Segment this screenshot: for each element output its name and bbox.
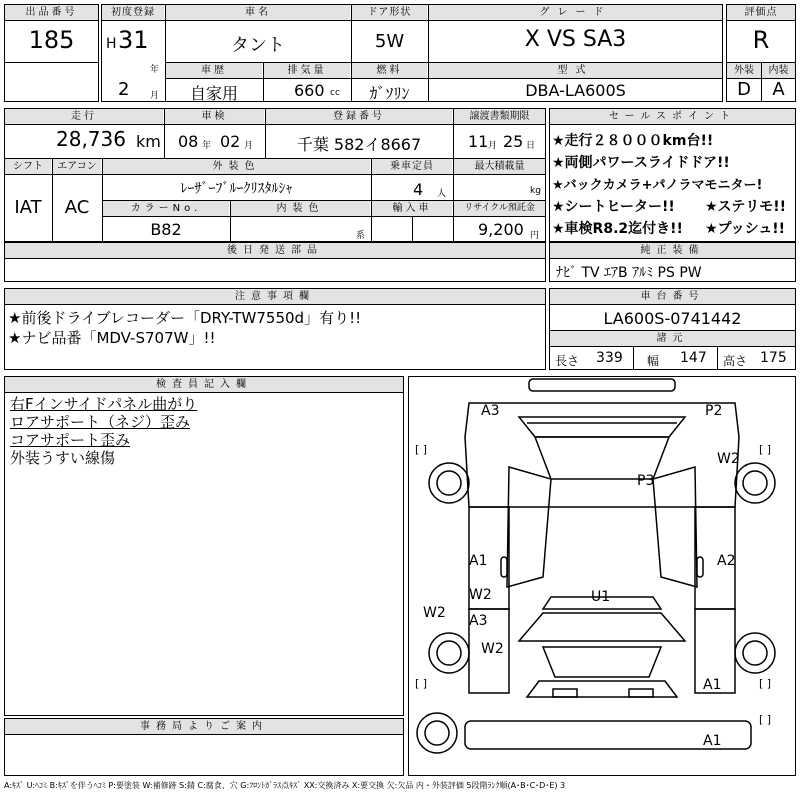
ext-label: 外装 xyxy=(727,63,761,78)
reg-year-unit: 年 xyxy=(150,65,160,75)
length: 339 xyxy=(596,350,623,366)
length-label: 長さ xyxy=(555,354,580,368)
equipment-text: ﾅﾋﾞ TV ｴｱB ｱﾙﾐ PS PW xyxy=(556,265,702,281)
caution-title: 注意事項欄 xyxy=(5,289,545,304)
later-parts-label: 後日発送部品 xyxy=(5,243,545,258)
bracket-5: [ ] xyxy=(759,713,772,726)
lot-number: 185 xyxy=(28,26,75,54)
reg-month: 2 xyxy=(118,79,130,100)
mark-a1-left: A1 xyxy=(469,553,488,569)
reg-month-unit: 月 xyxy=(150,91,160,101)
mark-w2-side: W2 xyxy=(423,605,446,621)
mileage: 28,736 xyxy=(56,127,126,151)
displacement-label: 排気量 xyxy=(264,63,350,78)
fuel: ｶﾞｿﾘﾝ xyxy=(369,84,410,103)
mark-u1: U1 xyxy=(591,589,611,605)
inspector-line-3: コアサポート歪み xyxy=(10,431,131,449)
lot-label: 出品番号 xyxy=(5,5,98,20)
height: 175 xyxy=(760,350,787,366)
fuel-label: 燃料 xyxy=(352,63,427,78)
sales-point-6: ★車検R8.2迄付き!! xyxy=(552,221,683,237)
shift-label: シフト xyxy=(5,159,51,174)
transfer-day-unit: 日 xyxy=(526,141,536,151)
sales-point-4: ★シートヒーター!! xyxy=(552,199,675,215)
score-label: 評価点 xyxy=(727,5,795,20)
office-title: 事務局よりご案内 xyxy=(5,719,403,734)
bracket-2: [ ] xyxy=(759,443,772,456)
height-label: 高さ xyxy=(723,354,748,368)
inspection-year: 08 xyxy=(178,132,199,151)
load-label: 最大積載量 xyxy=(454,159,545,174)
capacity-unit: 人 xyxy=(437,189,447,199)
mark-w2-right: W2 xyxy=(717,451,740,467)
ac-label: エアコン xyxy=(53,159,101,174)
chassis-number: LA600S-0741442 xyxy=(603,309,742,328)
mark-a1-bottom: A1 xyxy=(703,733,722,749)
history-label: 車歴 xyxy=(166,63,262,78)
bracket-3: [ ] xyxy=(415,677,428,690)
score: R xyxy=(752,26,770,54)
color-label: 外装色 xyxy=(103,159,370,174)
transfer-month-unit: 月 xyxy=(488,141,498,151)
displacement: 660 xyxy=(294,81,325,100)
transfer-label: 譲渡書類期限 xyxy=(454,109,545,124)
recycle: 9,200 xyxy=(478,220,524,239)
capacity: 4 xyxy=(413,180,424,199)
sales-point-5: ★ステリモ!! xyxy=(705,199,787,215)
inspection-month-unit: 月 xyxy=(244,141,254,151)
colorno-label: カラーNo. xyxy=(103,201,229,216)
mark-a2-right: A2 xyxy=(717,553,736,569)
inspection-month: 02 xyxy=(220,132,241,151)
inspection-label: 車検 xyxy=(165,109,264,124)
mark-a1-right: A1 xyxy=(703,677,722,693)
mark-w2-left2: W2 xyxy=(481,641,504,657)
plate: 千葉 582イ8667 xyxy=(296,135,422,154)
chassis-title: 車台番号 xyxy=(550,289,795,304)
colorno: B82 xyxy=(150,220,182,239)
load-unit: kg xyxy=(530,186,541,196)
model: DBA-LA600S xyxy=(525,81,626,100)
sales-point-2: ★両側パワースライドドア!! xyxy=(552,155,730,171)
inspector-line-4: 外装うすい線傷 xyxy=(10,449,116,467)
sales-points-title: セールスポイント xyxy=(550,109,795,124)
recycle-unit: 円 xyxy=(530,231,540,241)
grade: X VS SA3 xyxy=(524,27,627,52)
inspection-year-unit: 年 xyxy=(202,141,212,151)
car-damage-diagram xyxy=(409,377,795,775)
import-label: 輸入車 xyxy=(372,201,452,216)
reg-era: H xyxy=(106,36,117,52)
mark-p3: P3 xyxy=(637,473,655,489)
bracket-4: [ ] xyxy=(759,677,772,690)
transfer-month: 11 xyxy=(468,132,489,151)
sales-point-1: ★走行２８０００km台!! xyxy=(552,133,714,149)
equipment-title: 純正装備 xyxy=(550,243,795,258)
displacement-unit: cc xyxy=(330,88,340,98)
transfer-day: 25 xyxy=(503,132,524,151)
door-label: ドア形状 xyxy=(352,5,427,20)
exterior-color: ﾚｰｻﾞｰﾌﾞﾙｰｸﾘｽﾀﾙｼｬ xyxy=(180,181,293,197)
int-label: 内装 xyxy=(762,63,795,78)
caution-line-1: ★前後ドライブレコーダー「DRY-TW7550d」有り!! xyxy=(8,309,362,327)
name-label: 車名 xyxy=(166,5,350,20)
inspector-line-1: 右Fインサイドパネル曲がり xyxy=(10,395,198,413)
interior-unit: 系 xyxy=(356,231,366,241)
spec-title: 諸元 xyxy=(550,331,795,346)
door-type: 5W xyxy=(374,31,405,52)
sales-point-7: ★プッシュ!! xyxy=(705,221,786,237)
width: 147 xyxy=(680,350,707,366)
reg-year: 31 xyxy=(118,26,149,54)
history: 自家用 xyxy=(189,84,238,103)
mileage-label: 走行 xyxy=(5,109,163,124)
reg-label: 初度登録 xyxy=(102,5,164,20)
mark-w2-left1: W2 xyxy=(469,587,492,603)
int-score: A xyxy=(772,79,785,100)
caution-line-2: ★ナビ品番「MDV-S707W」!! xyxy=(8,329,216,347)
mark-a3-top: A3 xyxy=(481,403,500,419)
inspector-line-2: ロアサポート（ネジ）歪み xyxy=(10,413,191,431)
shift: IAT xyxy=(14,197,42,218)
legend: A:ｷｽﾞ U:ﾍｺﾐ B:ｷｽﾞを伴うﾍｺﾐ P:要塗装 W:補修跡 S:錆 C:腐食、穴 G:ﾌﾛﾝﾄｶﾞﾗｽ点ｷｽﾞ XX:交換済み X:要交換 欠:欠品 内・外装評価 5段階ﾗﾝｸ順(A･B･C･D･E) 3 xyxy=(4,781,566,790)
sales-point-3: ★バックカメラ+パノラマモニター! xyxy=(552,178,763,193)
car-name: タント xyxy=(231,35,285,56)
ext-score: D xyxy=(737,79,751,100)
bracket-1: [ ] xyxy=(415,443,428,456)
recycle-label: リサイクル預託金 xyxy=(454,201,545,216)
mark-p2: P2 xyxy=(705,403,723,419)
mark-a3-left: A3 xyxy=(469,613,488,629)
width-label: 幅 xyxy=(647,354,660,368)
model-label: 型式 xyxy=(429,63,722,78)
interior-label: 内装色 xyxy=(231,201,370,216)
mileage-unit: km xyxy=(136,132,161,151)
grade-label: グレード xyxy=(429,5,722,20)
ac: AC xyxy=(64,197,90,218)
capacity-label: 乗車定員 xyxy=(372,159,452,174)
inspector-title: 検査員記入欄 xyxy=(5,377,403,392)
plate-label: 登録番号 xyxy=(266,109,452,124)
